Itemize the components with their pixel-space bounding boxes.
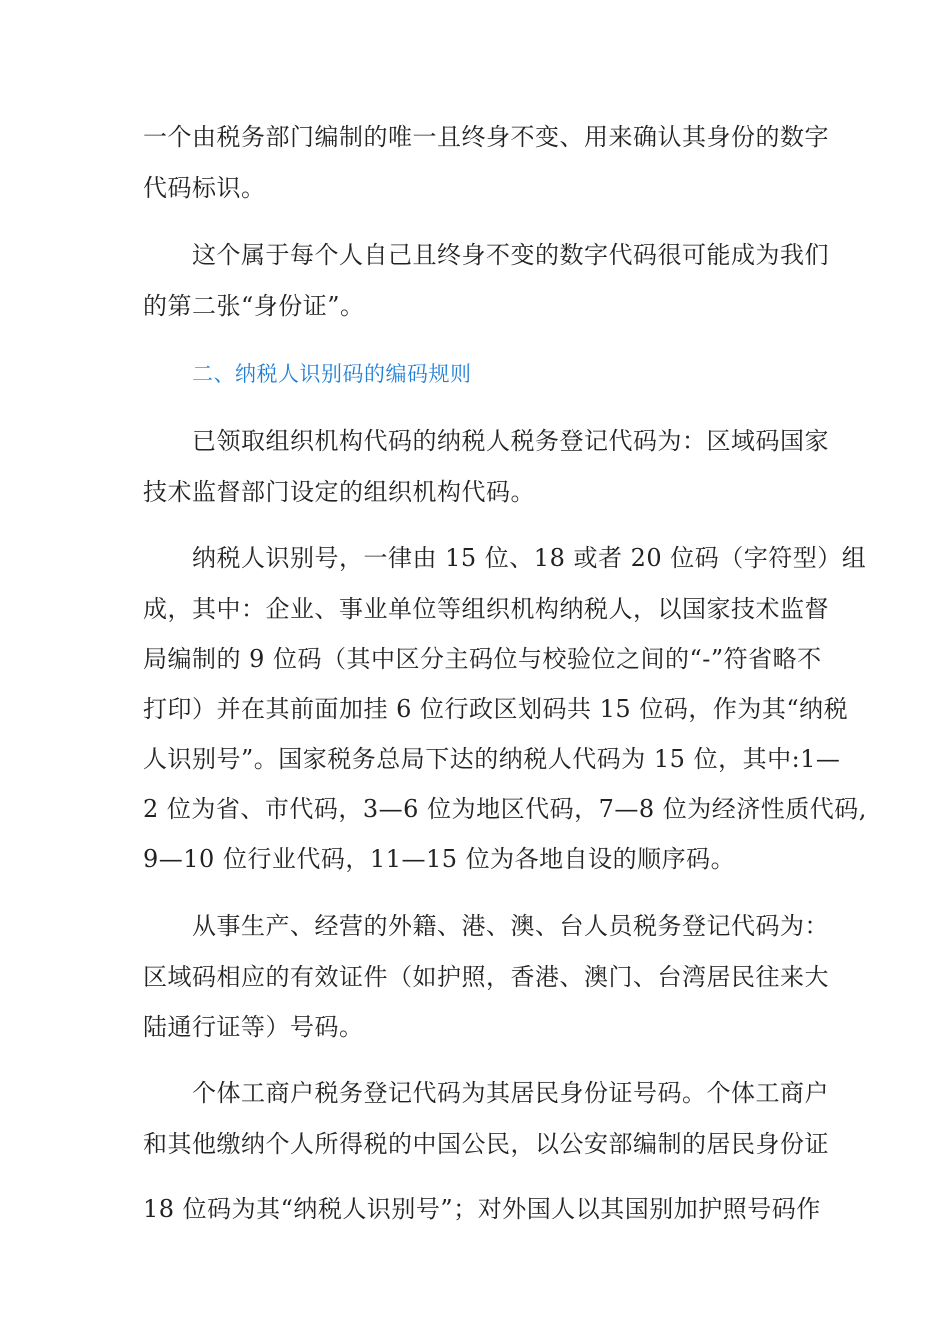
paragraph-line: 纳税人识别号，一律由 15 位、18 或者 20 位码（字符型）组 (192, 544, 867, 572)
text-line: 的第二张“身份证”。 (143, 292, 365, 320)
text-line: 一个由税务部门编制的唯一且终身不变、用来确认其身份的数字 (143, 123, 829, 151)
text-line: 18 位码为其“纳税人识别号”；对外国人以其国别加护照号码作 (143, 1195, 821, 1223)
text-line: 2 位为省、市代码，3—6 位为地区代码，7—8 位为经济性质代码, (143, 795, 867, 823)
paragraph-line: 个体工商户税务登记代码为其居民身份证号码。个体工商户 (192, 1079, 829, 1107)
paragraph-line: 已领取组织机构代码的纳税人税务登记代码为：区域码国家 (192, 427, 829, 455)
text-line: 人识别号”。国家税务总局下达的纳税人代码为 15 位，其中:1— (143, 745, 841, 773)
paragraph-line: 从事生产、经营的外籍、港、澳、台人员税务登记代码为： (192, 912, 829, 940)
text-line: 代码标识。 (143, 174, 266, 202)
text-line: 打印）并在其前面加挂 6 位行政区划码共 15 位码，作为其“纳税 (143, 695, 849, 723)
text-line: 区域码相应的有效证件（如护照，香港、澳门、台湾居民往来大 (143, 963, 829, 991)
text-line: 陆通行证等）号码。 (143, 1013, 364, 1041)
text-line: 成，其中：企业、事业单位等组织机构纳税人，以国家技术监督 (143, 595, 829, 623)
text-line: 技术监督部门设定的组织机构代码。 (143, 478, 535, 506)
section-heading: 二、纳税人识别码的编码规则 (192, 362, 472, 386)
text-line: 局编制的 9 位码（其中区分主码位与校验位之间的“-”符省略不 (143, 645, 822, 673)
text-line: 9—10 位行业代码，11—15 位为各地自设的顺序码。 (143, 845, 736, 873)
paragraph-line: 这个属于每个人自己且终身不变的数字代码很可能成为我们 (192, 241, 829, 269)
text-line: 和其他缴纳个人所得税的中国公民，以公安部编制的居民身份证 (143, 1130, 829, 1158)
